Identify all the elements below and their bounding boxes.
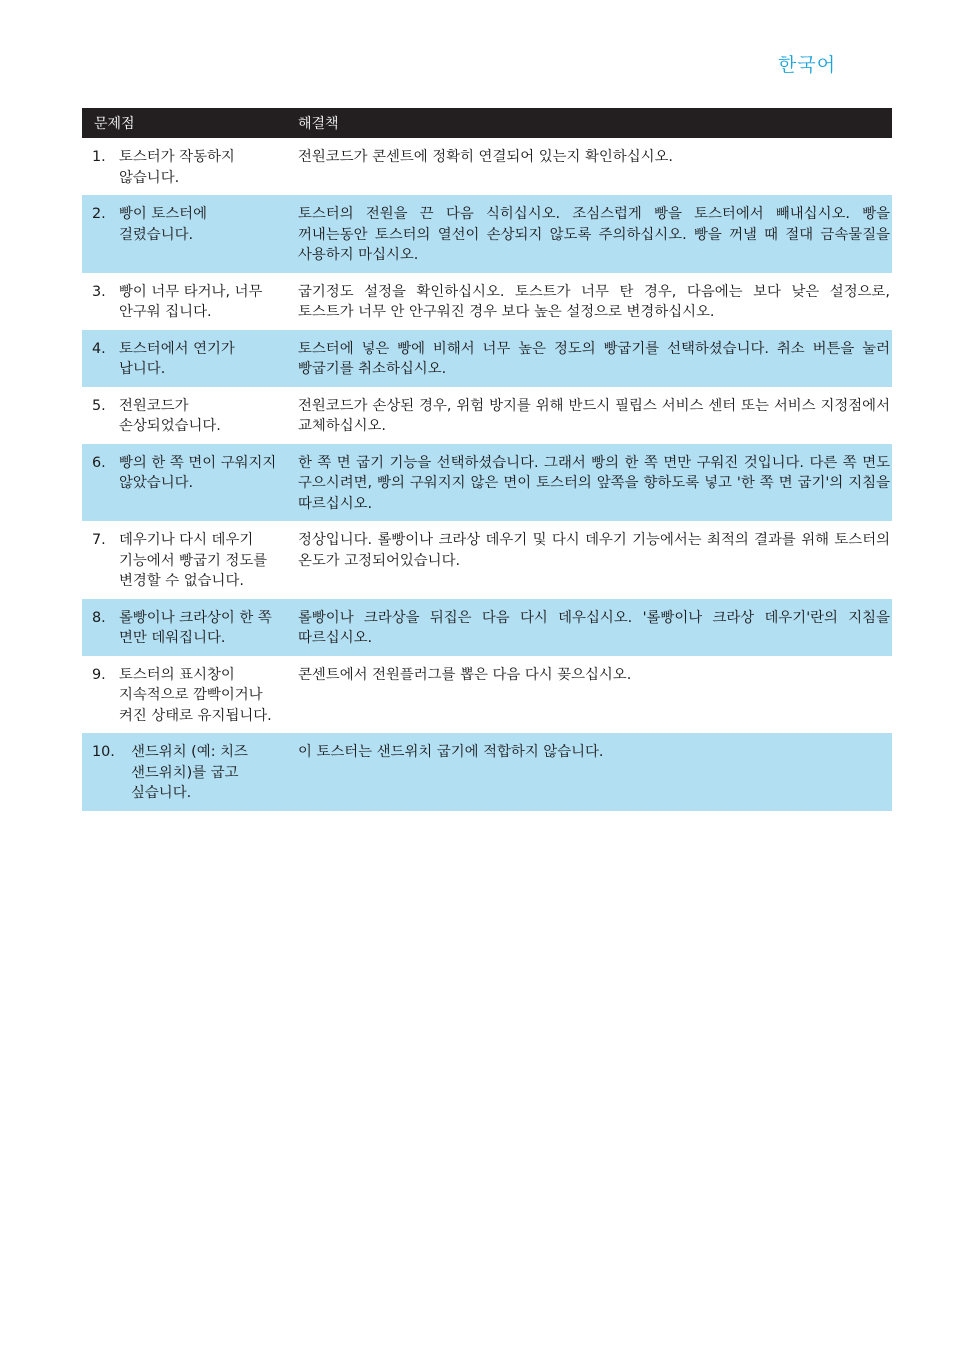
- problem-column-header: 문제점: [82, 108, 286, 138]
- problem-number: 8.: [92, 609, 106, 626]
- language-label: 한국어: [778, 54, 837, 76]
- table-row: [82, 195, 892, 273]
- problem-cell: [82, 656, 286, 734]
- problem-text: 토스터가 작동하지 않습니다.: [119, 149, 235, 186]
- problem-cell: [82, 599, 286, 656]
- table-row: [82, 521, 892, 599]
- problem-cell: [82, 138, 286, 195]
- problem-text: 롤빵이나 크라상이 한 쪽 면만 데워집니다.: [119, 609, 272, 646]
- problem-text: 빵이 너무 타거나, 너무 안구워 집니다.: [119, 283, 263, 320]
- table-row: [82, 330, 892, 387]
- problem-text: 토스터에서 연기가 납니다.: [119, 340, 235, 377]
- solution-cell: 콘센트에서 전원플러그를 뽑은 다음 다시 꽂으십시오.: [298, 666, 632, 683]
- problem-cell: [82, 195, 286, 273]
- problem-number: 9.: [92, 666, 106, 683]
- table-row: [82, 733, 892, 811]
- solution-column-header: 해결책: [286, 108, 892, 138]
- table-row: [82, 273, 892, 330]
- problem-number: 6.: [92, 454, 106, 471]
- troubleshooting-table: [82, 108, 892, 811]
- problem-text: 데우기나 다시 데우기 기능에서 빵굽기 정도를 변경할 수 없습니다.: [119, 532, 268, 589]
- problem-number: 4.: [92, 340, 106, 357]
- problem-text: 샌드위치 (예: 치즈 샌드위치)를 굽고 싶습니다.: [131, 744, 248, 801]
- solution-cell: 굽기정도 설정을 확인하십시오. 토스트가 너무 탄 경우, 다음에는 보다 낮은 설정으로, 토스트가 너무 안 안구워진 경우 보다 높은 설정으로 변경하십시오.: [298, 283, 890, 320]
- problem-number: 3.: [92, 283, 106, 300]
- problem-cell: [82, 273, 286, 330]
- solution-cell: 정상입니다. 롤빵이나 크라상 데우기 및 다시 데우기 기능에서는 최적의 결과를 위해 토스터의 온도가 고정되어있습니다.: [298, 532, 890, 569]
- problem-cell: [82, 444, 286, 522]
- solution-cell: 한 쪽 면 굽기 기능을 선택하셨습니다. 그래서 빵의 한 쪽 면만 구워진 것입니다. 다른 쪽 면도 구으시려면, 빵의 구워지지 않은 면이 토스터의 앞쪽을 향하도록 넣고 '한 쪽 면 굽기'의 지침을 따르십시오.: [286, 444, 892, 522]
- table-row: [82, 444, 892, 522]
- problem-text: 전원코드가 손상되었습니다.: [119, 397, 221, 434]
- table-row: [82, 138, 892, 195]
- table-row: [82, 599, 892, 656]
- problem-text: 빵의 한 쪽 면이 구워지지 않았습니다.: [119, 454, 277, 491]
- problem-cell: [82, 330, 286, 387]
- table-row: [82, 387, 892, 444]
- problem-number: 10.: [92, 744, 115, 760]
- problem-text: 빵이 토스터에 걸렸습니다.: [119, 206, 207, 243]
- problem-number: 1.: [92, 149, 106, 165]
- solution-cell: 이 토스터는 샌드위치 굽기에 적합하지 않습니다.: [286, 733, 892, 811]
- problem-number: 2.: [92, 206, 106, 222]
- solution-cell: 전원코드가 콘센트에 정확히 연결되어 있는지 확인하십시오.: [298, 149, 673, 165]
- solution-cell: 롤빵이나 크라상을 뒤집은 다음 다시 데우십시오. '롤빵이나 크라상 데우기'란의 지침을 따르십시오.: [286, 599, 892, 656]
- problem-cell: [82, 733, 286, 811]
- table-header-row: [82, 108, 892, 138]
- table-row: [82, 656, 892, 734]
- solution-cell: 전원코드가 손상된 경우, 위험 방지를 위해 반드시 필립스 서비스 센터 또는 서비스 지정점에서 교체하십시오.: [298, 397, 890, 434]
- problem-number: 7.: [92, 532, 106, 548]
- problem-cell: [82, 387, 286, 444]
- problem-cell: [82, 521, 286, 599]
- problem-number: 5.: [92, 397, 106, 414]
- problem-text: 토스터의 표시창이 지속적으로 깜빡이거나 켜진 상태로 유지됩니다.: [119, 666, 272, 724]
- solution-cell: 토스터의 전원을 끈 다음 식히십시오. 조심스럽게 빵을 토스터에서 빼내십시오. 빵을 꺼내는동안 토스터의 열선이 손상되지 않도록 주의하십시오. 빵을 꺼낼 때 절대 금속물질을 사용하지 마십시오.: [286, 195, 892, 273]
- solution-cell: 토스터에 넣은 빵에 비해서 너무 높은 정도의 빵굽기를 선택하셨습니다. 취소 버튼을 눌러 빵굽기를 취소하십시오.: [286, 330, 892, 387]
